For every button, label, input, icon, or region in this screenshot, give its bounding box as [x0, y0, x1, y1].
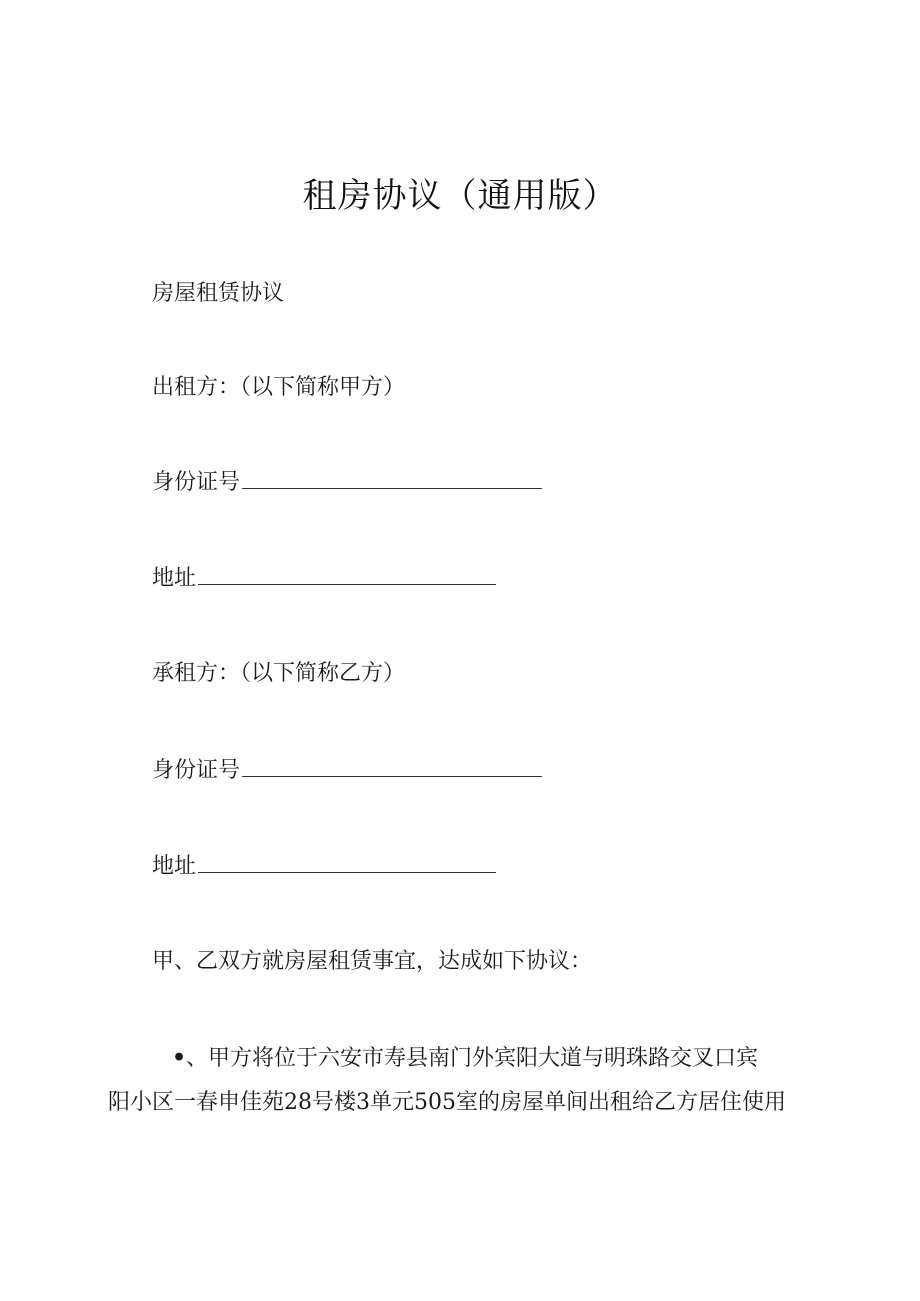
clause-1-line-2: 阳小区一春申佳苑28号楼3单元505室的房屋单间出租给乙方居住使用: [108, 1090, 786, 1115]
clause-1-first-line: [108, 1036, 808, 1081]
lessor-label: 出租方：（以下简称甲方）: [152, 375, 406, 400]
lessee-id-row: [152, 754, 542, 787]
agreement-intro: 甲、乙双方就房屋租赁事宜，达成如下协议：: [152, 949, 593, 974]
lessee-address-row: [152, 850, 496, 883]
lessor-address-blank: [198, 562, 496, 585]
lessor-address-label: 地址: [152, 566, 197, 591]
document-subtitle: 房屋租赁协议: [152, 281, 285, 306]
lessee-id-blank: [242, 754, 542, 777]
lessor-id-blank: [242, 466, 542, 489]
lessee-address-blank: [198, 850, 496, 873]
clause-1: [108, 1036, 808, 1125]
lessor-id-row: [152, 466, 542, 499]
lessor-address-row: [152, 562, 496, 595]
document-title: 租房协议（通用版）: [302, 176, 618, 216]
clause-1-line-1: 、甲方将位于六安市寿县南门外宾阳大道与明珠路交叉口宾: [186, 1046, 759, 1071]
lessee-id-label: 身份证号: [152, 758, 241, 783]
lessee-label: 承租方：（以下简称乙方）: [152, 661, 406, 686]
bullet-icon: •: [172, 1045, 187, 1071]
lessee-address-label: 地址: [152, 854, 197, 879]
lessor-id-label: 身份证号: [152, 470, 241, 495]
